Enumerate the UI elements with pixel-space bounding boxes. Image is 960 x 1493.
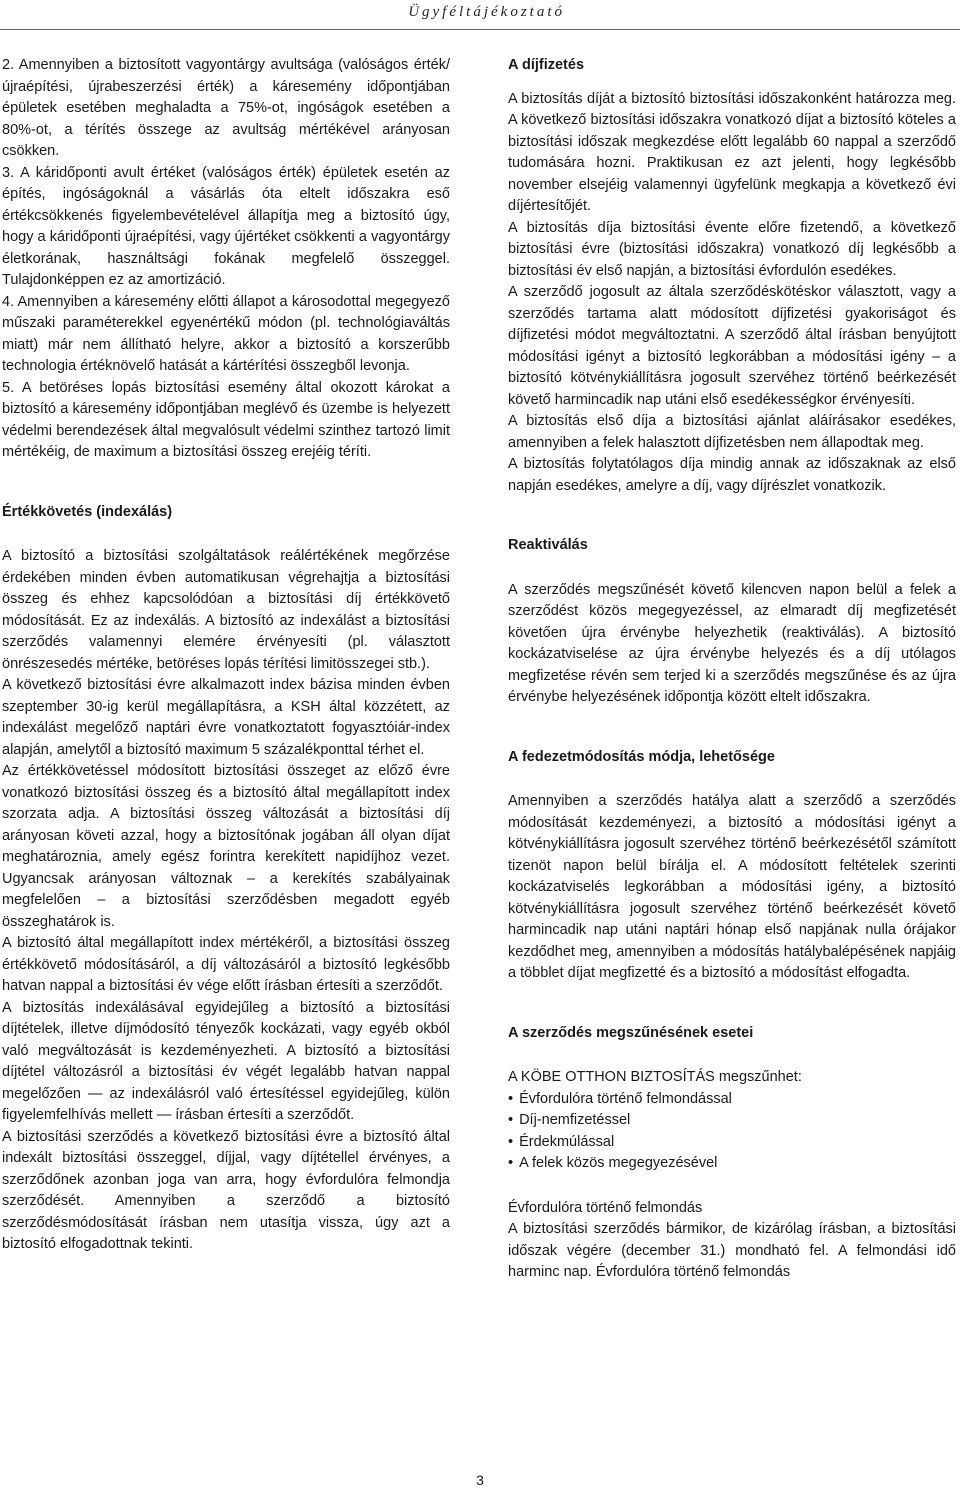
list-item: 3. A káridőponti avult értéket (valóságos érték) épületek esetén az építés, ingóságoknál a vásárlás óta eltelt időszakra eső értékcsökkenés figyelembevételével állapítja meg a biztosító úgy, hogy a káridőponti újraépítési, vagy újértéket csökkenti a vagyontárgy életkorának, használtsági fokának megfelelő összeggel. Tulajdonképpen ez az amortizáció. bbox=[2, 164, 450, 288]
list-item: • Díj-nemfizetéssel bbox=[508, 1110, 956, 1132]
paragraph: A biztosítás folytatólagos díja mindig annak az időszaknak az első napján esedékes, amelyre a díj, vagy díjrészlet vonatkozik. bbox=[508, 456, 956, 494]
section-heading-indexalas: Értékkövetés (indexálás) bbox=[2, 503, 173, 520]
page-header bbox=[0, 0, 960, 30]
paragraph: Az értékkövetéssel módosított biztosítási összeget az előző évre vonatkozó biztosítási összeg és a biztosító által megállapított index szorzata adja. A biztosítási összeg változását a biztosítási díj arányosan követi azzal, hogy a biztosítónak jogában áll olyan díjat meghatároznia, amely egész forintra kerekített napidíjhoz vezet. Ugyancsak arányosan változnak – a kerekítés szabályainak megfelelően – a biztosítási szerződésben megadott egyéb összeghatárok is. bbox=[2, 763, 450, 930]
list-item: 5. A betöréses lopás biztosítási esemény által okozott károkat a biztosító a káresemény időpontjában meglévő és üzembe is helyezett védelmi berendezések által megvalósult védelmi szinthez tartozó limit mértékéig, de maximum a biztosítási összeg erejéig téríti. bbox=[2, 379, 450, 460]
paragraph: A biztosítás díját a biztosító biztosítási időszakonként határozza meg. A következő biztosítási időszakra vonatkozó díjat a biztosító köteles a biztosítási időszak megkezdése előtt legalább 60 nappal a szerződő tudomására hozni. Praktikusan ez azt jelenti, hogy legkésőbb november elsejéig valamennyi ügyfelünk megkapja a következő évi díjértesítőjét. bbox=[508, 90, 956, 214]
section-heading-megszunes: A szerződés megszűnésének esetei bbox=[508, 1024, 754, 1041]
list-item: • Évfordulóra történő felmondással bbox=[508, 1089, 956, 1111]
section-heading-reaktivalas: Reaktiválás bbox=[508, 537, 588, 553]
paragraph: A szerződő jogosult az általa szerződéskötéskor választott, vagy a szerződés tartama alatt módosított díjfizetési gyakoriságot és díjfizetési módot megváltoztatni. A szerződő által írásban benyújtott módosítási igényt a biztosító legkorábban a módosítási igény – a biztosító kötvénykiállításra jogosult szervéhez történő beérkezését követő harmincadik nap utáni első esedékességkor érvényesíti. bbox=[508, 284, 956, 408]
header-title: Ügyféltájékoztató bbox=[408, 4, 565, 20]
left-column bbox=[2, 55, 450, 1256]
paragraph: A biztosítási szerződés bármikor, de kizárólag írásban, a biztosítási időszak végére (december 31.) mondható fel. A felmondási idő harminc nap. Évfordulóra történő felmondás bbox=[508, 1221, 956, 1280]
paragraph: A következő biztosítási évre alkalmazott index bázisa minden évben szeptember 30-ig kerül megállapításra, a KSH által közzétett, az indexálást megelőző naptári évre vonatkoztatott fogyasztóiár-index alapján, amelytől a biztosító maximum 5 százalékponttal térhet el. bbox=[2, 677, 450, 758]
right-column bbox=[508, 55, 956, 1284]
paragraph: A szerződés megszűnését követő kilencven napon belül a felek a szerződést közös megegyezéssel, az elmaradt díj megfizetését követően újra érvénybe helyezhetik (reaktiválás). A biztosító kockázatviselése az újra érvénybe helyezés és a díj utólagos megfizetése révén sem terjed ki a szerződés megszűnése és az újra érvénybe helyezésének időpontja között eltelt időszakra. bbox=[508, 581, 956, 705]
page-number: 3 bbox=[476, 1472, 484, 1488]
paragraph: A KÖBE OTTHON BIZTOSÍTÁS megszűnhet: bbox=[508, 1069, 802, 1085]
list-item: • A felek közös megegyezésével bbox=[508, 1153, 956, 1175]
sub-heading: Évfordulóra történő felmondás bbox=[508, 1199, 703, 1216]
header-divider bbox=[0, 29, 960, 30]
paragraph: A biztosítás indexálásával egyidejűleg a biztosító a biztosítási díjtételek, illetve díjmódosító tényezők kockázati, vagy egyéb okból való megváltozását is kezdeményezheti. A biztosító a biztosítási díjtétel változásról a biztosítási év végét legalább hatvan nappal megelőzően — az indexálásról való értesítéssel egyidejűleg, külön figyelemfelhívás mellett — írásban értesíti a szerződőt. bbox=[2, 999, 450, 1123]
paragraph: A biztosítási szerződés a következő biztosítási évre a biztosító által indexált biztosítási összeggel, díjjal, vagy díjtétellel érvényes, a szerződőnek azonban joga van arra, hogy évfordulóra felmondja szerződését. Amennyiben a szerződő a biztosító szerződésmódosítását írásban nem utasítja vissza, úgy azt a biztosító elfogadottnak tekinti. bbox=[2, 1128, 450, 1252]
paragraph: A biztosító által megállapított index mértékéről, a biztosítási összeg értékkövető módosításáról, a díj változásáról a biztosító legkésőbb hatvan nappal a biztosítási év vége előtt írásban értesíti a szerződőt. bbox=[2, 935, 450, 994]
termination-list bbox=[508, 1089, 956, 1175]
paragraph: Amennyiben a szerződés hatálya alatt a szerződő a szerződés módosítását kezdeményezi, a biztosító a módosítási igényt a kötvénykiállításra jogosult szervéhez történő beérkezésétől számított tizenöt napon belül bírálja el. A módosított feltételek szerinti kockázatviselés legkorábban a módosítási igény, a biztosító kötvénykiállításra jogosult szervéhez történő beérkezését követő harmincadik nap utáni naptári hónap első napjának nulla órájakor kezdődhet meg, amennyiben a módosítás hatálybalépésének napjáig a többlet díjat megfizetté és a biztosító a módosítást elfogadta. bbox=[508, 793, 956, 981]
list-item: 2. Amennyiben a biztosított vagyontárgy avultsága (valóságos érték/újraépítési, újrabeszerzési érték) a káresemény időpontjában épületek esetében meghaladta a 75%-ot, ingóságok esetében a 80%-ot, a térítés összege az avultság mértékével arányosan csökken. bbox=[2, 57, 450, 159]
paragraph: A biztosító a biztosítási szolgáltatások reálértékének megőrzése érdekében minden évben automatikusan végrehajtja a biztosítási összeg és ehhez kapcsolódóan a biztosítási díj értékkövető módosítását. Ez az indexálás. A biztosító az indexálást a biztosítási szerződés valamennyi elemére érvényesíti (pl. választott önrészesedés mértéke, betöréses lopás térítési limitösszegei stb.). bbox=[2, 548, 450, 672]
paragraph: A biztosítás első díja a biztosítási ajánlat aláírásakor esedékes, amennyiben a felek halasztott díjfizetésben nem állapodtak meg. bbox=[508, 413, 956, 451]
paragraph: A biztosítás díja biztosítási évente előre fizetendő, a következő biztosítási évre (biztosítási időszakra) vonatkozó díj legkésőbb a biztosítási év első napján, a biztosítási évfordulón esedékes. bbox=[508, 219, 956, 279]
section-heading-dijfizetes: A díjfizetés bbox=[508, 57, 585, 73]
list-item: • Érdekmúlással bbox=[508, 1132, 956, 1154]
section-heading-fedezet: A fedezetmódosítás módja, lehetősége bbox=[508, 748, 775, 765]
list-item: 4. Amennyiben a káresemény előtti állapot a károsodottal megegyező műszaki paraméterekkel egyenértékű módon (pl. technológiaváltás miatt) már nem állítható helyre, akkor a biztosító a korszerűbb technologia értéknövelő hatását a kártérítési összegből levonja. bbox=[2, 293, 450, 374]
